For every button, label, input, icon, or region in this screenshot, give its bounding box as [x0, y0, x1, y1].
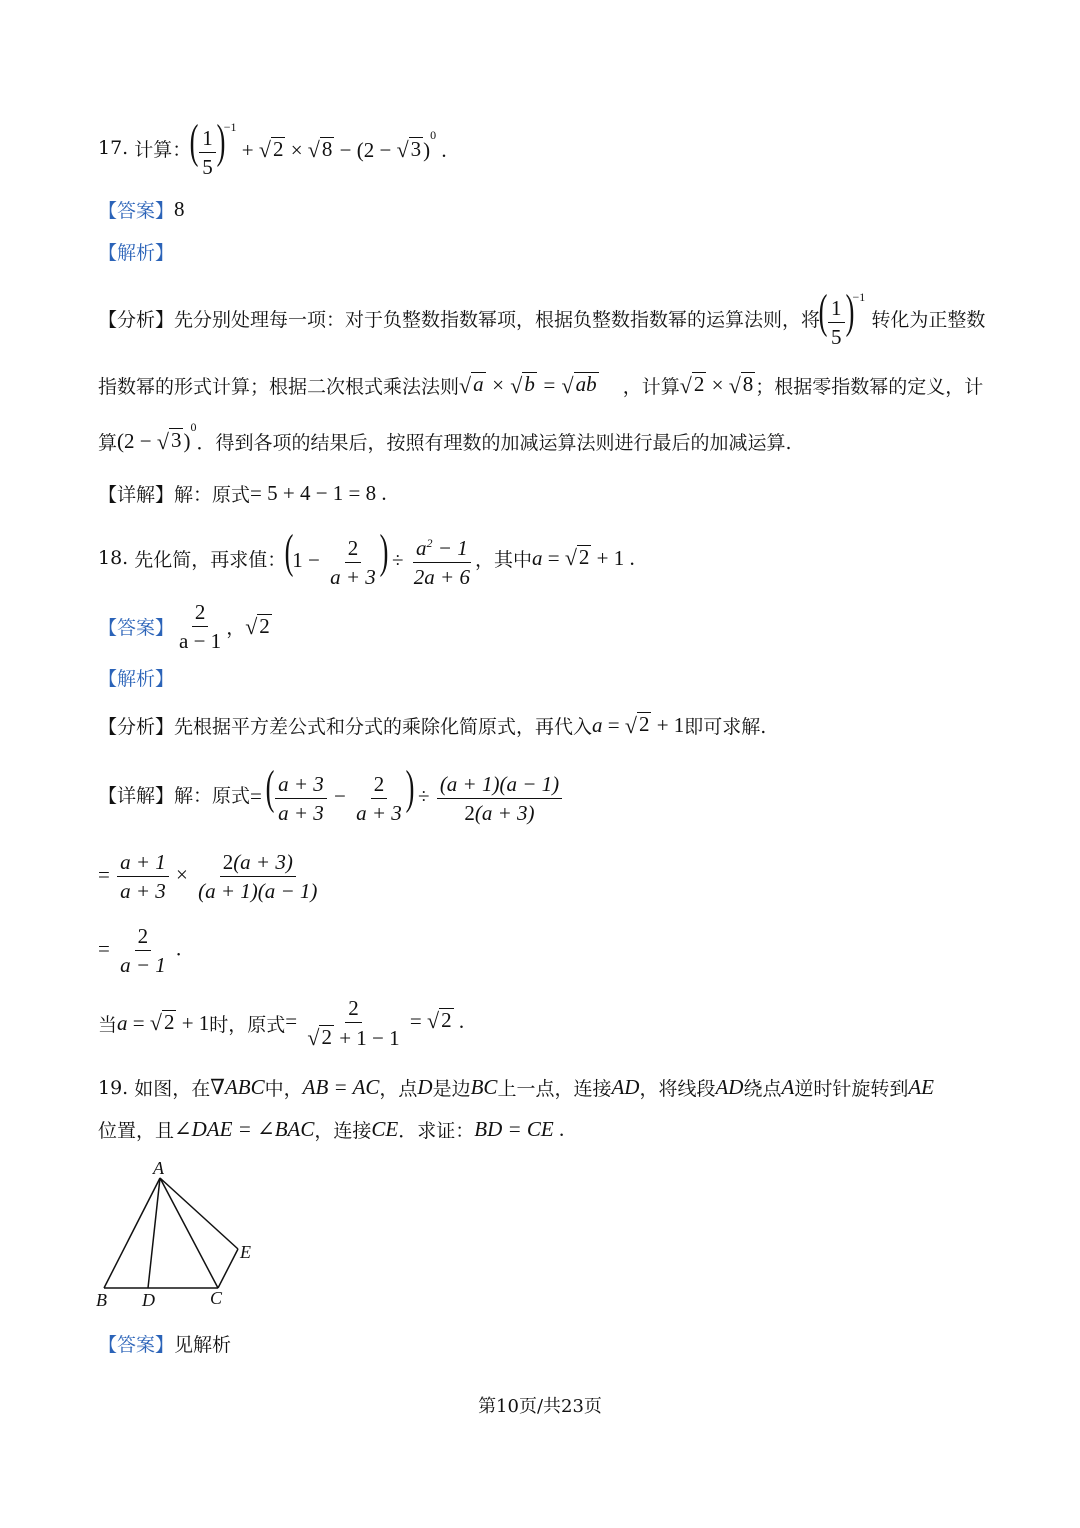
q18-when-a: a = √ 2 + 1	[117, 1010, 210, 1036]
q19-eq: AB = AC	[302, 1075, 380, 1099]
xiangjie-text: 解：原式	[174, 784, 251, 807]
q18-step-1: = ( $\frac{a + 3}{a + 3}$ − $\frac{2}{a + 3}$ ) ÷ $\frac{(a + 1)(a - 1)}{2(a + 3)}$	[250, 764, 564, 825]
q17-prompt: 计算：	[134, 138, 192, 161]
segment-AC	[160, 1178, 218, 1288]
q17-number: 17.	[98, 137, 129, 160]
fenxi-text-3: 指数幂的形式计算；根据二次根式乘法法则	[98, 376, 460, 398]
segment-AD	[148, 1178, 160, 1288]
q19-text: 绕点	[743, 1078, 782, 1100]
q17-xiangjie	[98, 480, 387, 507]
q18-fenxi-a: a = √ 2 + 1	[592, 712, 685, 738]
q18-fenxi	[98, 712, 766, 739]
q19-text: 上一点，连接	[497, 1078, 612, 1100]
q18-step-2: = $\frac{a + 1}{a + 3}$ × $\frac{2(a + 3)}{(a + 1)(a - 1)}$	[98, 850, 318, 904]
q18-expression: (1 − $\frac{2}{a + 3}$ ) ÷ $\frac{a^2 - 1}{2a + 6}$	[284, 525, 470, 589]
q18-line	[98, 525, 635, 589]
xiangjie-text: 解：原式	[174, 484, 251, 506]
q18-answer-sep: ，	[226, 617, 246, 640]
q18-step-3: = $\frac{2}{a - 1}$ .	[98, 924, 182, 978]
fenxi-tag: 【分析】	[98, 308, 175, 331]
xiangjie-tag: 【详解】	[98, 784, 175, 807]
segment-CE	[218, 1249, 238, 1288]
answer-tag: 【答案】	[98, 617, 175, 640]
q19-text: 逆时针旋转到	[794, 1078, 909, 1100]
fenxi-text-4: ，计算	[622, 376, 680, 398]
q18-answer	[98, 600, 272, 653]
q17-line	[98, 115, 447, 179]
q18-answer-root: √ 2	[245, 613, 270, 639]
fenxi-math-zero: (2 − √ 3 )$^0$	[117, 419, 197, 454]
q19-var: BC	[470, 1075, 498, 1099]
q19-answer	[98, 1330, 231, 1357]
fenxi-math-product: √ 2 × √ 8	[679, 372, 754, 398]
fenxi-text-6: 算	[98, 432, 118, 454]
q19-text: 位置，且	[98, 1120, 175, 1142]
q17-analysis	[98, 238, 174, 265]
q19-figure	[90, 1156, 270, 1316]
q19-var: AD	[611, 1075, 640, 1099]
page-footer: 第10页/共23页	[478, 1396, 602, 1417]
q18-xiangjie-line-1	[98, 761, 564, 825]
label-B: B	[96, 1290, 107, 1310]
fenxi-text-7: ．得到各项的结果后，按照有理数的加减运算法则进行最后的加减运算.	[196, 432, 792, 454]
q18-answer-fraction: $\frac{2}{a - 1}$	[179, 600, 222, 654]
q19-var: AE	[908, 1075, 934, 1099]
q17-fenxi-line-1	[98, 285, 986, 349]
q18-final: = 2 √ 2 + 1 − 1 = √ 2 .	[285, 996, 465, 1051]
q19-line-2: 位置，且 ∠DAE = ∠BAC ，连接 CE ．求证： BD = CE .	[98, 1117, 565, 1142]
q19-text: ，将线段	[639, 1078, 716, 1100]
q18-when-2: 时，原式	[209, 1013, 286, 1036]
q19-text: 是边	[432, 1078, 471, 1100]
q18-when: 当	[98, 1013, 118, 1036]
q19-var: CE	[371, 1117, 399, 1141]
label-E: E	[240, 1242, 251, 1262]
fenxi-tag: 【分析】	[98, 716, 175, 738]
q19-tri: ∇ABC	[210, 1075, 265, 1099]
xiangjie-tag: 【详解】	[98, 484, 175, 506]
q19-goal: BD = CE	[474, 1117, 554, 1141]
xiangjie-eq: = 5 + 4 − 1 = 8 .	[250, 481, 387, 505]
q19-text: ，点	[379, 1078, 418, 1100]
q19-var: D	[417, 1075, 433, 1099]
q19-text: 中，	[264, 1078, 303, 1100]
q19-answer-value: 见解析	[174, 1334, 232, 1356]
q19-var: A	[781, 1075, 795, 1099]
q18-prompt: 先化简，再求值：	[134, 548, 287, 571]
q19-angle: ∠DAE = ∠BAC	[174, 1117, 315, 1141]
q18-when-line	[98, 996, 464, 1050]
q18-a-value: a = √ 2 + 1 .	[531, 545, 635, 571]
q19-text: 如图，在	[134, 1078, 211, 1100]
fenxi-text-2: 即可求解.	[684, 716, 767, 738]
answer-tag: 【答案】	[98, 200, 175, 222]
segment-AE	[160, 1178, 238, 1249]
q17-answer	[98, 196, 185, 223]
fenxi-math-fraction: ( $\frac{1}{5}$ )$^{-1}$	[818, 285, 866, 349]
label-A: A	[153, 1158, 164, 1178]
q17-answer-value: 8	[174, 197, 185, 221]
analysis-tag: 【解析】	[98, 242, 175, 264]
q18-where: ，其中	[474, 548, 532, 571]
q19-text: ，连接	[314, 1120, 372, 1142]
label-D: D	[142, 1290, 155, 1310]
analysis-tag: 【解析】	[98, 668, 175, 690]
answer-tag: 【答案】	[98, 1334, 175, 1356]
fenxi-text-1: 先分别处理每一项：对于负整数指数幂项，根据负整数指数幂的运算法则，将	[174, 308, 821, 331]
q19-number: 19.	[98, 1076, 129, 1099]
fenxi-text-2: 转化为正整数	[871, 308, 986, 331]
q18-number: 18.	[98, 547, 129, 570]
q18-analysis	[98, 664, 174, 691]
q19-line-1	[98, 1074, 934, 1101]
q17-fenxi-line-2	[98, 372, 983, 399]
label-C: C	[210, 1288, 223, 1308]
q19-var: AD	[715, 1075, 744, 1099]
fenxi-text-1: 先根据平方差公式和分式的乘除化简原式，再代入	[174, 716, 593, 738]
fenxi-text-5: ；根据零指数幂的定义，计	[755, 376, 984, 398]
q17-expression: ( $\frac{1}{5}$ )$^{-1}$ + √ 2 × √ 8 − (2 − √ 3 )$^0$ .	[189, 115, 447, 179]
fenxi-math-rule: √ a × √ b = √ ab	[459, 372, 597, 398]
q17-fenxi-line-3	[98, 419, 792, 455]
q19-text: ．求证：	[398, 1120, 475, 1142]
segment-AB	[104, 1178, 160, 1288]
